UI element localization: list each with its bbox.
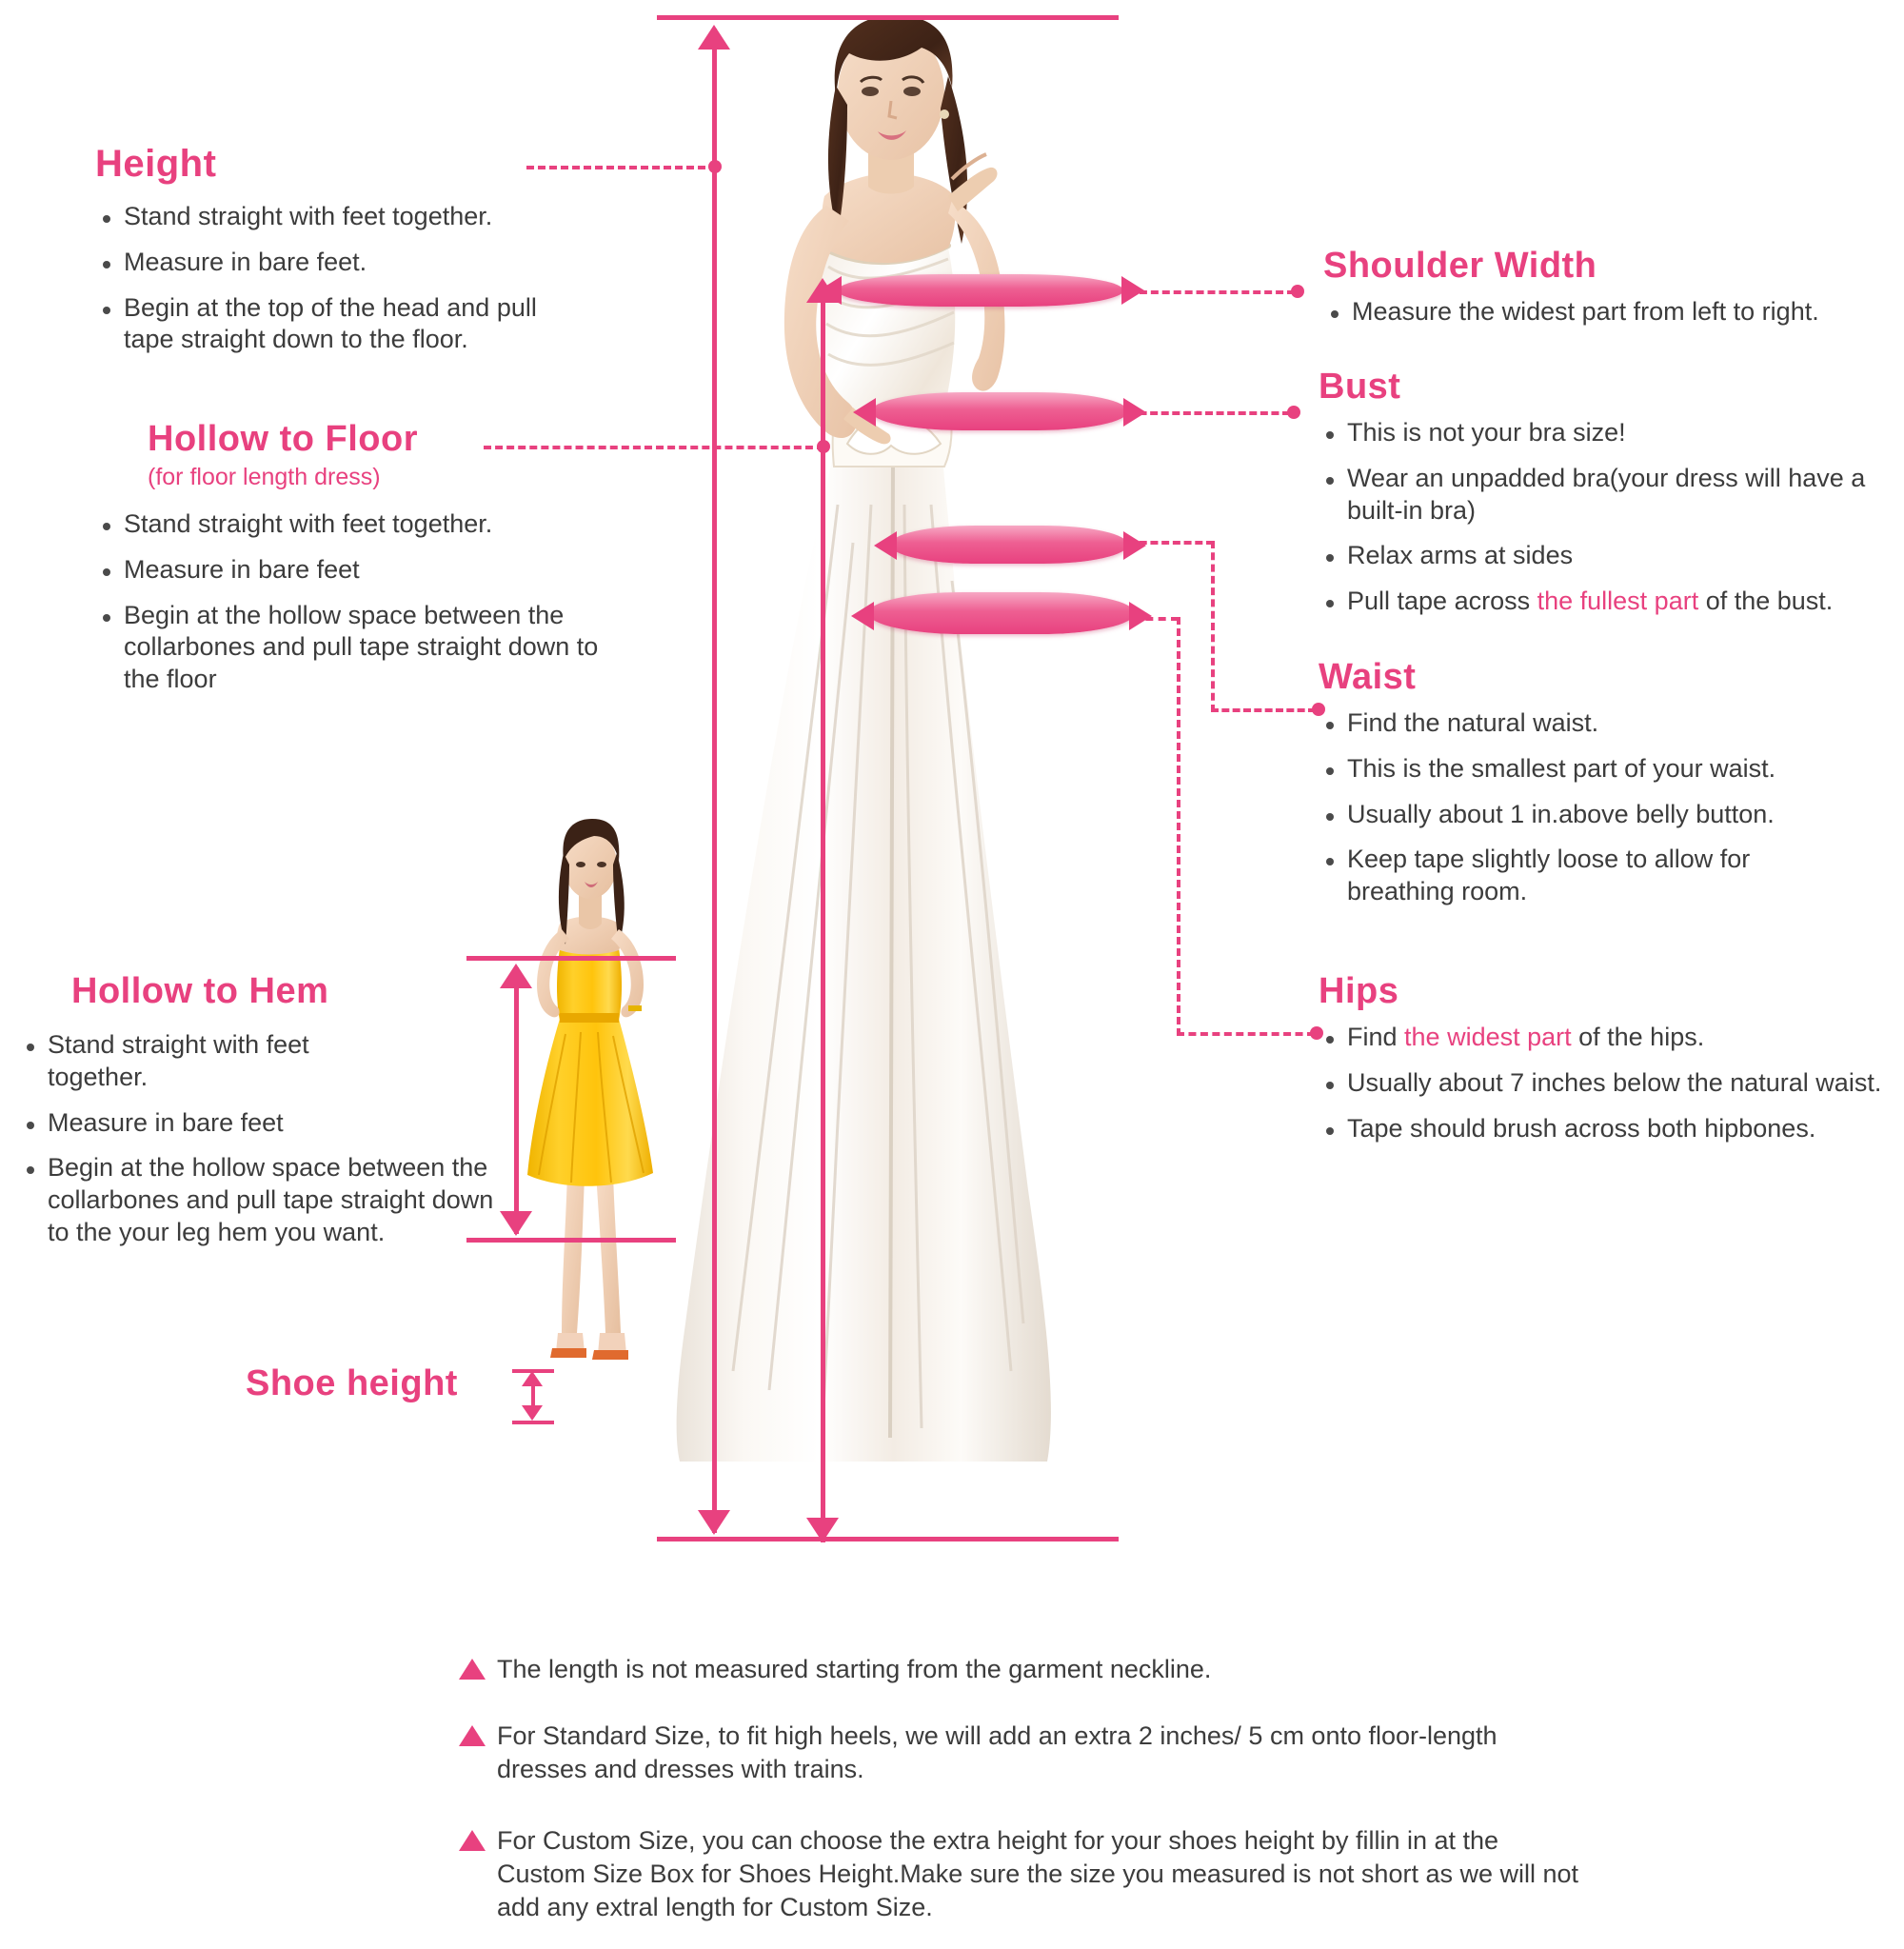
shoulder-tape-band [838, 274, 1123, 307]
bust-heading: Bust [1319, 367, 1401, 407]
footer-note-2: For Standard Size, to fit high heels, we will add an extra 2 inches/ 5 cm onto floor-length dresses and dresses with trains. [497, 1721, 1497, 1784]
list-item: Keep tape slightly loose to allow for breathing room. [1319, 844, 1842, 908]
hollow-to-floor-heading: Hollow to Floor [148, 419, 419, 459]
warning-triangle-icon [459, 1830, 486, 1851]
waist-heading: Waist [1319, 657, 1417, 697]
list-item: Measure in bare feet [19, 1107, 552, 1140]
waist-arrow-left [874, 531, 897, 560]
bust-section [1319, 367, 1899, 631]
waist-bullets [1319, 707, 1899, 908]
shoe-height-heading: Shoe height [246, 1363, 458, 1403]
waist-arrow-right [1123, 531, 1146, 560]
list-item: Begin at the top of the head and pull tape straight down to the floor. [95, 292, 571, 357]
model-white-dress-illustration [666, 10, 1200, 1552]
hollow-to-floor-bullets [95, 508, 704, 696]
list-item: Begin at the hollow space between the collarbones and pull tape straight down to the floor [95, 600, 600, 696]
bust-bullets [1319, 417, 1899, 618]
list-item: Usually about 7 inches below the natural waist. [1319, 1067, 1904, 1100]
list-item: Measure in bare feet. [95, 247, 704, 279]
waist-callout-dash-vert [1211, 541, 1215, 712]
waist-callout-dash-bottom [1211, 708, 1316, 712]
shoulder-width-section [1323, 246, 1894, 342]
shoe-height-section [246, 1363, 458, 1404]
hips-callout-dash-vert [1177, 617, 1180, 1036]
hips-highlight: the widest part [1404, 1023, 1572, 1051]
hollow-to-floor-arrow-up [806, 278, 839, 303]
height-top-cap [657, 15, 1119, 20]
waist-tape-band [890, 526, 1128, 564]
hips-tape-band [868, 592, 1135, 634]
waist-section [1319, 657, 1899, 922]
hollow-to-hem-bullets [19, 1029, 552, 1249]
bust-callout-dash [1128, 411, 1290, 415]
height-bullets [95, 201, 704, 356]
footer-note-3: For Custom Size, you can choose the extra height for your shoes height by fillin in at the Custom Size Box for Shoes Height.Make sure the size you measured is not short as we will not add any extral length for Custom Size. [497, 1826, 1579, 1922]
footer-note-1: The length is not measured starting from the garment neckline. [497, 1655, 1212, 1683]
list-item: Measure the widest part from left to right. [1323, 296, 1894, 328]
shoe-height-arrow-down [522, 1405, 543, 1421]
shoulder-width-heading: Shoulder Width [1323, 246, 1597, 286]
hips-heading: Hips [1319, 971, 1399, 1011]
hollow-to-floor-section [95, 419, 704, 709]
height-heading: Height [95, 143, 217, 185]
shoulder-callout-dash [1128, 290, 1295, 294]
hips-callout-dash-bottom [1177, 1032, 1315, 1036]
height-section [95, 143, 704, 369]
hips-arrow-right [1129, 602, 1152, 630]
hollow-to-floor-arrow-down [806, 1518, 839, 1542]
warning-triangle-icon [459, 1725, 486, 1746]
hollow-to-floor-line [821, 286, 825, 1542]
hips-section [1319, 971, 1899, 1158]
bust-callout-dot [1287, 406, 1300, 419]
list-item: Stand straight with feet together. [95, 508, 704, 541]
list-item: Measure in bare feet [95, 554, 704, 587]
height-bottom-cap [657, 1537, 1119, 1541]
height-arrow-down [698, 1510, 730, 1535]
height-vertical-line [712, 29, 717, 1533]
list-item: Find the natural waist. [1319, 707, 1899, 740]
bust-highlight: the fullest part [1537, 587, 1699, 615]
bust-arrow-left [853, 398, 876, 427]
shoulder-width-bullets [1323, 296, 1894, 328]
hips-arrow-left [851, 602, 874, 630]
list-item: This is not your bra size! [1319, 417, 1899, 449]
bust-tape-band [871, 392, 1128, 430]
list-item: Wear an unpadded bra(your dress will have a built-in bra) [1319, 463, 1880, 527]
height-arrow-up [698, 25, 730, 50]
list-item: Begin at the hollow space between the collarbones and pull tape straight down to the your leg hem you want. [19, 1152, 514, 1248]
hollow-to-hem-section [19, 971, 552, 1263]
hips-callout-dash-top [1133, 617, 1179, 621]
hollow-to-hem-top-cap [466, 956, 676, 961]
list-item: Usually about 1 in.above belly button. [1319, 799, 1899, 831]
list-item: Tape should brush across both hipbones. [1319, 1113, 1899, 1145]
hollow-to-floor-subnote: (for floor length dress) [148, 464, 381, 490]
list-item: This is the smallest part of your waist. [1319, 753, 1899, 786]
list-item: Pull tape across the fullest part of the bust. [1319, 586, 1904, 618]
list-item: Stand straight with feet together. [95, 201, 704, 233]
shoe-height-bottom-cap [512, 1421, 554, 1424]
warning-triangle-icon [459, 1659, 486, 1680]
hollow-to-hem-heading: Hollow to Hem [71, 971, 329, 1011]
waist-callout-dash-top [1128, 541, 1214, 545]
shoulder-callout-dot [1291, 285, 1304, 298]
list-item: Find the widest part of the hips. [1319, 1022, 1899, 1054]
hips-bullets [1319, 1022, 1899, 1144]
list-item: Stand straight with feet together. [19, 1029, 390, 1094]
shoe-height-arrow-up [522, 1371, 543, 1386]
list-item: Relax arms at sides [1319, 540, 1899, 572]
